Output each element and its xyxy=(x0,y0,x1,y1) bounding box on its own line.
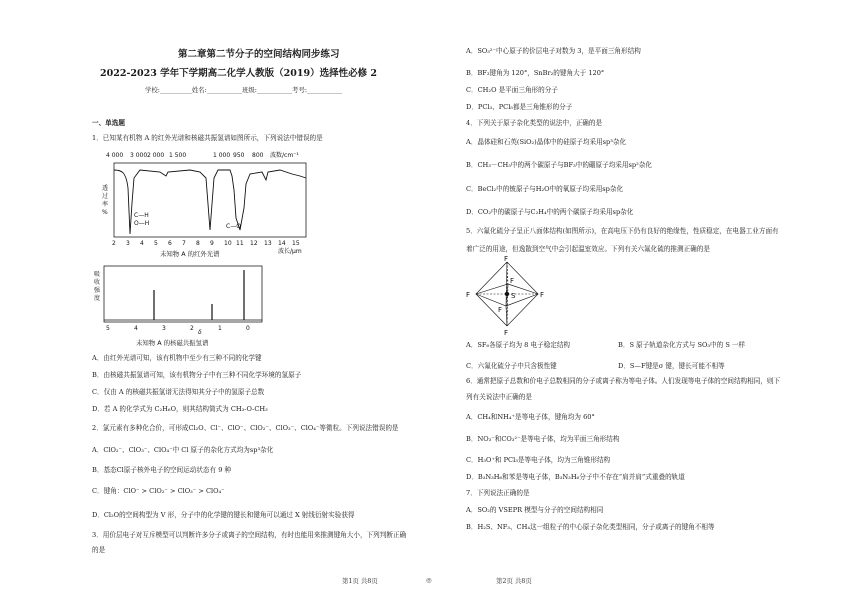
ir-top-tick: 1 000 xyxy=(213,152,231,159)
ir-top-tick: 4 000 xyxy=(106,152,124,159)
ir-bottom-tick: 13 xyxy=(264,240,272,247)
q7-stem: 7．下列说法正确的是 xyxy=(466,489,530,497)
q2-option-d: D．Cl₂O的空间构型为 V 形，分子中的化学键的键长和键角可以通过 X 射线衍射实验获得 xyxy=(92,511,355,519)
fluorine-label: F xyxy=(540,291,545,299)
q3-option-c: C．CH₂O 是平面三角形的分子 xyxy=(466,86,558,94)
q5-stem-line1: 5．六氟化硫分子呈正八面体结构(如图所示)，在高电压下仍有良好的绝缘性，性质稳定，在电器工业方面有 xyxy=(466,227,779,235)
q2-option-b: B．基态Cl原子核外电子的空间运动状态有 9 种 xyxy=(92,466,232,474)
nmr-delta-label: δ xyxy=(198,329,202,336)
q7-option-a: A．SO₂的 VSEPR 模型与分子的空间结构相同 xyxy=(466,506,604,514)
ir-ylabel-char: 过 xyxy=(102,193,109,200)
q3-stem-line1: 3．用价层电子对互斥模型可以判断许多分子或离子的空间结构，有时也能用来推测键角大小，下列判断正确 xyxy=(92,531,407,539)
q1-stem: 1．已知某有机物 A 的红外光谱和核磁共振氢谱如图所示，下列说法中错误的是 xyxy=(92,134,323,142)
q5-option-c: C．六氟化硫分子中只含极性键 xyxy=(466,362,557,370)
ir-bottom-tick: 8 xyxy=(196,240,200,247)
ir-bottom-tick: 9 xyxy=(210,240,214,247)
q5-option-d: D．S—F键是σ 键，键长可能不相等 xyxy=(618,362,725,370)
nmr-ylabel xyxy=(94,270,101,302)
right-page xyxy=(432,0,860,608)
nmr-tick: 1 xyxy=(218,325,222,332)
octahedron-edge xyxy=(476,294,507,326)
q4-option-d: D．CO₂中的碳原子与C₂H₄中的两个碳原子均采用sp杂化 xyxy=(466,208,634,216)
nmr-ylabel-char: 收 xyxy=(94,279,101,286)
q6-option-c: C．H₃O⁺和 PCl₃是等电子体，均为三角锥形结构 xyxy=(466,456,611,464)
q1-option-c: C．仅由 A 的核磁共振氢谱无法得知其分子中的氢原子总数 xyxy=(92,388,265,396)
ir-bottom-tick: 14 xyxy=(278,240,286,247)
ir-top-tick: 800 xyxy=(252,152,264,159)
q6-stem-line1: 6．通常把原子总数和价电子总数相同的分子或离子称为等电子体。人们发现等电子体的空间结构相同，则下 xyxy=(466,377,781,385)
q4-stem: 4．下列关于原子杂化类型的说法中，正确的是 xyxy=(466,119,603,127)
q6-stem-line2: 列有关说法中正确的是 xyxy=(466,393,532,401)
nmr-tick: 4 xyxy=(134,325,138,332)
sulfur-atom xyxy=(505,292,509,296)
q6-option-d: D．B₃N₃H₆和苯是等电子体，B₃N₃H₆分子中不存在“肩并肩”式重叠的轨道 xyxy=(466,473,685,481)
ir-bottom-unit: 波长/μm xyxy=(278,248,302,255)
ir-spectrum-figure xyxy=(100,148,320,260)
page-subtitle: 2022-2023 学年下学期高二化学人教版（2019）选择性必修 2 xyxy=(100,68,377,79)
q1-option-b: B．由核磁共振氢谱可知，该有机物分子中有三种不同化学环境的氢原子 xyxy=(92,371,302,379)
q4-option-a: A．晶体硅和石英(SiO₂)晶体中的硅原子均采用sp³杂化 xyxy=(466,138,627,146)
student-info-line: 学校:__________姓名:___________班级:___________考号:___________ xyxy=(145,86,343,94)
ir-top-unit: 波数/cm⁻¹ xyxy=(270,152,299,159)
sf6-octahedron-figure xyxy=(462,256,552,336)
ir-top-tick: 1 500 xyxy=(169,152,187,159)
q5-option-b: B．S 原子轨道杂化方式与 SO₃中的 S 一样 xyxy=(618,341,746,349)
nmr-ylabel-char: 强 xyxy=(94,287,101,294)
ir-ylabel xyxy=(102,184,108,216)
nmr-tick: 2 xyxy=(190,325,194,332)
ir-top-tick: 2 000 xyxy=(147,152,165,159)
nmr-tick: 0 xyxy=(246,325,250,332)
q3-option-b: B．BF₃键角为 120°，SnBr₂的键角大于 120° xyxy=(466,69,605,77)
q2-option-c: C．键角：ClO⁻ > ClO₂⁻ > ClO₃⁻ > ClO₄⁻ xyxy=(92,487,225,495)
page-number-right: 第2页 共8页 xyxy=(496,577,532,585)
q4-option-b: B．CH₃－CH₃中的两个碳原子与BF₃中的硼原子均采用sp²杂化 xyxy=(466,161,652,169)
fluorine-label: F xyxy=(466,291,471,299)
ir-bottom-tick: 10 xyxy=(224,240,232,247)
ir-bottom-tick: 15 xyxy=(292,240,300,247)
nmr-caption: 未知物 A 的核磁共振氢谱 xyxy=(136,339,209,347)
nmr-tick: 3 xyxy=(162,325,166,332)
q2-option-a: A．ClO₂⁻、ClO₃⁻、ClO₄⁻中 Cl 原子的杂化方式均为sp³杂化 xyxy=(92,446,274,454)
q5-option-a: A．SF₆各原子均为 8 电子稳定结构 xyxy=(466,341,571,349)
nmr-spectrum-figure xyxy=(86,262,276,350)
ir-caption: 未知物 A 的红外光谱 xyxy=(160,250,220,258)
nmr-ylabel-char: 度 xyxy=(94,295,101,302)
ir-top-tick: 950 xyxy=(233,152,245,159)
nmr-plot-frame xyxy=(104,266,262,322)
nmr-ylabel-char: 吸 xyxy=(94,271,101,278)
q6-option-a: A．CH₄和NH₄⁺是等电子体，键角均为 60° xyxy=(466,413,595,421)
fluorine-label: F xyxy=(498,306,503,314)
fluorine-label: F xyxy=(504,329,509,336)
ir-bottom-tick: 4 xyxy=(140,240,144,247)
nmr-tick: 5 xyxy=(106,325,110,332)
q3-option-a: A．SO₃²⁻中心原子的价层电子对数为 3，是平面三角形结构 xyxy=(466,47,641,55)
ir-bottom-tick: 5 xyxy=(154,240,158,247)
fluorine-label: F xyxy=(510,277,515,285)
ir-bottom-tick: 3 xyxy=(126,240,130,247)
ir-peak-label: C—O xyxy=(226,223,241,230)
sulfur-label: S xyxy=(511,292,516,300)
ir-bottom-tick: 7 xyxy=(182,240,186,247)
q4-option-c: C．BeCl₂中的铍原子与H₂O中的氧原子均采用sp杂化 xyxy=(466,185,624,193)
section-heading: 一、单选题 xyxy=(92,119,125,127)
ir-ylabel-char: % xyxy=(102,209,108,216)
page-title: 第二章第二节分子的空间结构同步练习 xyxy=(178,49,340,60)
q3-option-d: D．PCl₃、PCl₅都是三角锥形的分子 xyxy=(466,103,573,111)
q7-option-b: B．H₂S、NF₃、CH₄这一组粒子的中心原子杂化类型相同，分子或离子的键角不相等 xyxy=(466,523,715,531)
ir-peak-label: C—H xyxy=(134,212,149,219)
ir-bottom-tick: 12 xyxy=(250,240,258,247)
ir-top-tick: 3 000 xyxy=(130,152,148,159)
fluorine-label: F xyxy=(504,256,509,263)
q1-option-d: D．若 A 的化学式为 C₂H₆O，则其结构简式为 CH₃-O-CH₃ xyxy=(92,405,268,413)
q3-stem-line2: 的是 xyxy=(92,546,106,554)
ir-ylabel-char: 透 xyxy=(102,185,109,192)
ir-bottom-tick: 6 xyxy=(168,240,172,247)
ir-bottom-tick: 11 xyxy=(236,240,244,247)
ir-peak-label: O—H xyxy=(134,220,150,227)
q1-option-a: A．由红外光谱可知，该有机物中至少有三种不同的化学键 xyxy=(92,354,262,362)
q2-stem: 2．氯元素有多种化合价，可形成Cl₂O、Cl⁻、ClO⁻、ClO₂⁻、ClO₃⁻、ClO₄⁻等微粒。下列说法错误的是 xyxy=(92,424,399,432)
page-number-left: 第1页 共8页 xyxy=(342,577,378,585)
q6-option-b: B．NO₃⁻和CO₃²⁻是等电子体，均为平面三角形结构 xyxy=(466,435,620,443)
ir-ylabel-char: 率 xyxy=(102,201,109,208)
q5-stem-line2: 着广泛的用途，但逸散到空气中会引起温室效应。下列有关六氟化硫的推测正确的是 xyxy=(466,245,710,253)
page-divider-mark: ◎ xyxy=(426,576,432,584)
ir-bottom-tick: 2 xyxy=(112,240,116,247)
